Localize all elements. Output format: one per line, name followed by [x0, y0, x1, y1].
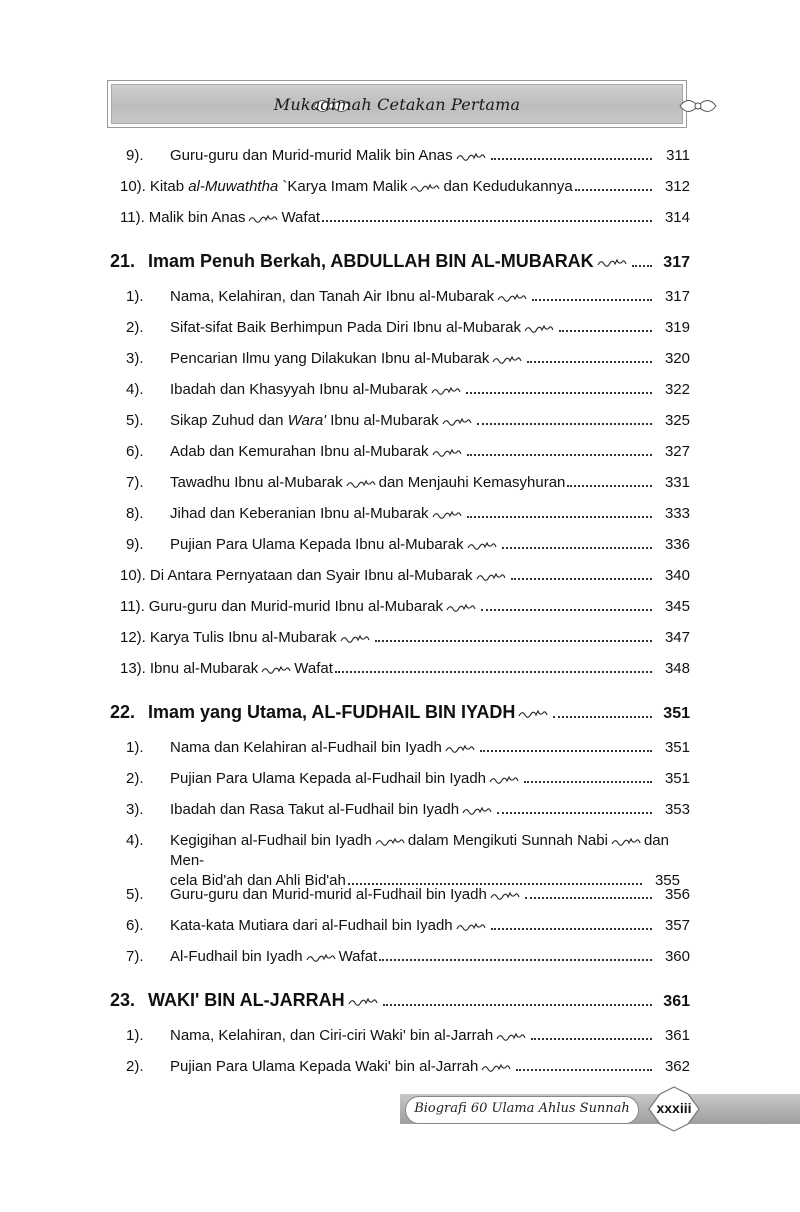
toc-entry[interactable]: [110, 287, 690, 318]
entry-title-line1: [170, 831, 680, 871]
header-banner: [107, 80, 687, 128]
entry-number: 1).: [126, 1027, 144, 1044]
entry-title: [170, 146, 489, 166]
rahimahullah-icon: [442, 416, 472, 426]
entry-number: 3).: [126, 350, 144, 367]
entry-title-after: dan Kedudukannya: [443, 178, 573, 195]
entry-number: 21.: [110, 251, 136, 271]
entry-page-number: 312: [664, 178, 690, 195]
entry-title-text: Kegigihan al-Fudhail bin Iyadh: [170, 832, 372, 849]
entry-title: [149, 597, 479, 617]
entry-title-after: dan Menjauhi Kemasyhuran: [378, 474, 566, 491]
entry-title-text: Sifat-sifat Baik Berhimpun Pada Diri Ibnu al-Mubarak: [170, 319, 521, 336]
entry-number: 6).: [126, 917, 144, 934]
dot-leader: [553, 716, 652, 718]
entry-title-post: Ibnu al-Mubarak: [326, 412, 439, 429]
dot-leader: [480, 750, 652, 752]
entry-number: 9).: [126, 536, 144, 553]
entry-title-post: `Karya Imam Malik: [278, 178, 408, 195]
entry-number: 2).: [126, 319, 144, 336]
entry-page-number: 351: [664, 770, 690, 787]
entry-page-number: 362: [664, 1058, 690, 1075]
entry-title: [170, 380, 464, 400]
rahimahullah-icon: [306, 952, 336, 962]
entry-number: 10).: [120, 567, 146, 584]
entry-number: 4).: [126, 832, 144, 849]
footer-book-title: Biografi 60 Ulama Ahlus Sunnah: [414, 1101, 630, 1116]
entry-title-text: Nama, Kelahiran, dan Ciri-ciri Waki' bin al-Jarrah: [170, 1027, 494, 1044]
toc-entry[interactable]: [110, 318, 690, 349]
entry-title-line2-text: cela Bid'ah dan Ahli Bid'ah: [170, 872, 346, 889]
rahimahullah-icon: [467, 540, 497, 550]
rahimahullah-icon: [375, 836, 405, 846]
dot-leader: [567, 485, 652, 487]
entry-title-text: Guru-guru dan Murid-murid Malik bin Anas: [170, 147, 453, 164]
dot-leader: [524, 781, 652, 783]
entry-title-text: Imam yang Utama, AL-FUDHAIL BIN IYADH: [148, 702, 516, 722]
entry-title: [170, 831, 680, 891]
entry-number: 13).: [120, 660, 146, 677]
entry-page-number: 351: [664, 739, 690, 756]
dot-leader: [516, 1069, 652, 1071]
entry-title-text: Pujian Para Ulama Kepada Ibnu al-Mubarak: [170, 536, 464, 553]
rahimahullah-icon: [524, 323, 554, 333]
entry-title: [170, 287, 530, 307]
entry-page-number: 333: [664, 505, 690, 522]
rahimahullah-icon: [490, 890, 520, 900]
entry-title: [150, 177, 573, 197]
dot-leader: [502, 547, 652, 549]
toc-entry[interactable]: [110, 208, 690, 239]
header-banner-inner: [111, 84, 683, 124]
rahimahullah-icon: [462, 805, 492, 815]
entry-title: [148, 986, 381, 1014]
entry-number: 4).: [126, 381, 144, 398]
dot-leader: [477, 423, 652, 425]
rahimahullah-icon: [496, 1031, 526, 1041]
entry-number: 7).: [126, 948, 144, 965]
toc-entry[interactable]: [110, 177, 690, 208]
entry-title-text: Karya Tulis Ibnu al-Mubarak: [149, 629, 337, 646]
entry-title: [170, 411, 475, 431]
entry-page-number: 331: [664, 474, 690, 491]
entry-title: [170, 1057, 514, 1077]
toc-entry[interactable]: [110, 411, 690, 442]
entry-title-text: Guru-guru dan Murid-murid Ibnu al-Mubarak: [148, 598, 444, 615]
rahimahullah-icon: [432, 509, 462, 519]
entry-title: [150, 659, 333, 679]
toc-entry[interactable]: [110, 738, 690, 769]
entry-number: 12).: [120, 629, 146, 646]
entry-page-number: 361: [664, 1027, 690, 1044]
entry-title: [170, 504, 465, 524]
entry-title: [170, 800, 495, 820]
entry-title: [149, 208, 320, 228]
rahimahullah-icon: [456, 921, 486, 931]
entry-title-text: WAKI' BIN AL-JARRAH: [148, 990, 345, 1010]
dot-leader: [467, 516, 652, 518]
rahimahullah-icon: [410, 182, 440, 192]
entry-page-number: 336: [664, 536, 690, 553]
toc-entry[interactable]: [110, 442, 690, 473]
rahimahullah-icon: [456, 151, 486, 161]
rahimahullah-icon: [492, 354, 522, 364]
dot-leader: [383, 1004, 652, 1006]
dot-leader: [575, 189, 652, 191]
footer-title-pill: [405, 1096, 639, 1124]
entry-page-number: 320: [664, 350, 690, 367]
entry-number: 5).: [126, 412, 144, 429]
entry-page-number: 319: [664, 319, 690, 336]
entry-title-text: Al-Fudhail bin Iyadh: [170, 948, 303, 965]
entry-title-pre: Sikap Zuhud dan: [170, 412, 288, 429]
entry-page-number: 340: [664, 567, 690, 584]
entry-number: 7).: [126, 474, 144, 491]
dot-leader: [322, 220, 652, 222]
rahimahullah-icon: [597, 257, 627, 267]
toc-entry[interactable]: [110, 885, 690, 916]
rahimahullah-icon: [261, 664, 291, 674]
entry-title: [170, 535, 500, 555]
entry-page-number: 351: [663, 705, 690, 722]
entry-page-number: 357: [664, 917, 690, 934]
entry-title-text: Tawadhu Ibnu al-Mubarak: [170, 474, 343, 491]
toc-entry[interactable]: [110, 349, 690, 380]
entry-number: 11).: [120, 209, 145, 226]
entry-title: [170, 947, 377, 967]
entry-title: [170, 769, 522, 789]
dot-leader: [375, 640, 652, 642]
entry-title: [170, 885, 523, 905]
entry-number: 6).: [126, 443, 144, 460]
entry-title: [148, 698, 551, 726]
toc-entry[interactable]: [110, 473, 690, 504]
toc-entry[interactable]: [110, 916, 690, 947]
entry-title-text: Adab dan Kemurahan Ibnu al-Mubarak: [170, 443, 429, 460]
dot-leader: [467, 454, 652, 456]
rahimahullah-icon: [348, 996, 378, 1006]
entry-number: 5).: [126, 886, 144, 903]
toc-entry[interactable]: [110, 831, 690, 889]
entry-title-text: Guru-guru dan Murid-murid al-Fudhail bin Iyadh: [170, 886, 487, 903]
rahimahullah-icon: [248, 213, 278, 223]
entry-title: [170, 442, 465, 462]
toc-entry[interactable]: [110, 1057, 690, 1088]
entry-number: 10).: [120, 178, 146, 195]
rahimahullah-icon: [432, 447, 462, 457]
entry-title-mid: dalam Mengikuti Sunnah Nabi: [407, 832, 608, 849]
entry-title: [170, 349, 525, 369]
rahimahullah-icon: [497, 292, 527, 302]
entry-number: 8).: [126, 505, 144, 522]
toc-entry[interactable]: [110, 659, 690, 690]
dot-leader: [525, 897, 652, 899]
entry-page-number: 314: [664, 209, 690, 226]
rahimahullah-icon: [518, 708, 548, 718]
entry-title-after: Wafat: [338, 948, 378, 965]
entry-title-text: Ibnu al-Mubarak: [149, 660, 259, 677]
entry-number: 3).: [126, 801, 144, 818]
entry-title-after: Wafat: [294, 660, 333, 677]
page-number: xxxiii: [656, 1100, 692, 1116]
header-title: Mukadimah Cetakan Pertama: [273, 95, 521, 114]
dot-leader: [532, 299, 652, 301]
toc-entry[interactable]: [110, 380, 690, 411]
toc-entry[interactable]: [110, 504, 690, 535]
dot-leader: [466, 392, 652, 394]
rahimahullah-icon: [481, 1062, 511, 1072]
entry-page-number: 355: [654, 872, 680, 889]
table-of-contents: [110, 146, 690, 1088]
toc-entry[interactable]: [110, 947, 690, 978]
chapter-heading[interactable]: [110, 986, 690, 1026]
dot-leader: [335, 671, 652, 673]
entry-page-number: 345: [664, 598, 690, 615]
entry-page-number: 325: [664, 412, 690, 429]
rahimahullah-icon: [489, 774, 519, 784]
entry-title: [170, 1026, 529, 1046]
entry-page-number: 353: [664, 801, 690, 818]
rahimahullah-icon: [445, 743, 475, 753]
entry-title-text: Di Antara Pernyataan dan Syair Ibnu al-Mubarak: [149, 567, 473, 584]
toc-entry[interactable]: [110, 597, 690, 628]
chapter-heading[interactable]: [110, 247, 690, 287]
toc-entry[interactable]: [110, 769, 690, 800]
entry-page-number: 356: [664, 886, 690, 903]
entry-title-text: Nama, Kelahiran, dan Tanah Air Ibnu al-Mubarak: [170, 288, 495, 305]
entry-page-number: 347: [664, 629, 690, 646]
entry-page-number: 311: [666, 147, 690, 164]
entry-title-text: Jihad dan Keberanian Ibnu al-Mubarak: [170, 505, 429, 522]
chapter-heading[interactable]: [110, 698, 690, 738]
dot-leader: [632, 265, 652, 267]
dot-leader: [511, 578, 652, 580]
entry-title-emphasis: Wara': [287, 412, 327, 429]
toc-entry[interactable]: [110, 566, 690, 597]
toc-entry[interactable]: [110, 535, 690, 566]
entry-number: 1).: [126, 288, 144, 305]
rahimahullah-icon: [346, 478, 376, 488]
dot-leader: [497, 812, 652, 814]
toc-entry[interactable]: [110, 146, 690, 177]
floral-ornament-right-icon: [678, 91, 718, 121]
rahimahullah-icon: [446, 602, 476, 612]
rahimahullah-icon: [476, 571, 506, 581]
entry-title: [170, 738, 478, 758]
entry-title-text: Imam Penuh Berkah, ABDULLAH BIN AL-MUBARAK: [148, 251, 594, 271]
entry-page-number: 360: [664, 948, 690, 965]
entry-title-text: Ibadah dan Rasa Takut al-Fudhail bin Iyadh: [170, 801, 460, 818]
entry-title-text: Ibadah dan Khasyyah Ibnu al-Mubarak: [170, 381, 428, 398]
toc-entry[interactable]: [110, 1026, 690, 1057]
toc-entry[interactable]: [110, 628, 690, 659]
entry-title: [170, 473, 565, 493]
rahimahullah-icon: [431, 385, 461, 395]
entry-page-number: 317: [664, 288, 690, 305]
entry-number: 1).: [126, 739, 144, 756]
dot-leader: [491, 158, 652, 160]
entry-title-text: Nama dan Kelahiran al-Fudhail bin Iyadh: [170, 739, 442, 756]
entry-number: 11).: [120, 598, 145, 615]
dot-leader: [531, 1038, 652, 1040]
entry-title: [148, 247, 630, 275]
entry-page-number: 361: [663, 993, 690, 1010]
entry-title-text: Malik bin Anas: [148, 209, 246, 226]
entry-title: [150, 628, 373, 648]
entry-title-text: Pencarian Ilmu yang Dilakukan Ibnu al-Mubarak: [170, 350, 490, 367]
entry-title-after: Wafat: [281, 209, 321, 226]
dot-leader: [559, 330, 652, 332]
entry-title-text: Pujian Para Ulama Kepada Waki' bin al-Jarrah: [170, 1058, 479, 1075]
entry-number: 9).: [126, 147, 144, 164]
entry-page-number: 348: [664, 660, 690, 677]
entry-title-after: dan Men-: [170, 832, 669, 869]
entry-number: 2).: [126, 770, 144, 787]
dot-leader: [491, 928, 652, 930]
entry-number: 23.: [110, 990, 136, 1010]
entry-page-number: 327: [664, 443, 690, 460]
entry-title: [150, 566, 509, 586]
dot-leader: [481, 609, 652, 611]
entry-page-number: 317: [663, 254, 690, 271]
entry-title: [170, 318, 557, 338]
toc-entry[interactable]: [110, 800, 690, 831]
dot-leader: [527, 361, 652, 363]
rahimahullah-icon: [340, 633, 370, 643]
entry-page-number: 322: [664, 381, 690, 398]
salallahu-alaihi-wasallam-icon: [611, 836, 641, 846]
entry-title-text: Kata-kata Mutiara dari al-Fudhail bin Iyadh: [170, 917, 453, 934]
entry-number: 2).: [126, 1058, 144, 1075]
entry-title-pre: Kitab: [149, 178, 189, 195]
entry-title-emphasis: al-Muwaththa: [188, 178, 279, 195]
entry-title-text: Pujian Para Ulama Kepada al-Fudhail bin Iyadh: [170, 770, 487, 787]
entry-title: [170, 916, 489, 936]
entry-number: 22.: [110, 702, 136, 722]
dot-leader: [379, 959, 652, 961]
